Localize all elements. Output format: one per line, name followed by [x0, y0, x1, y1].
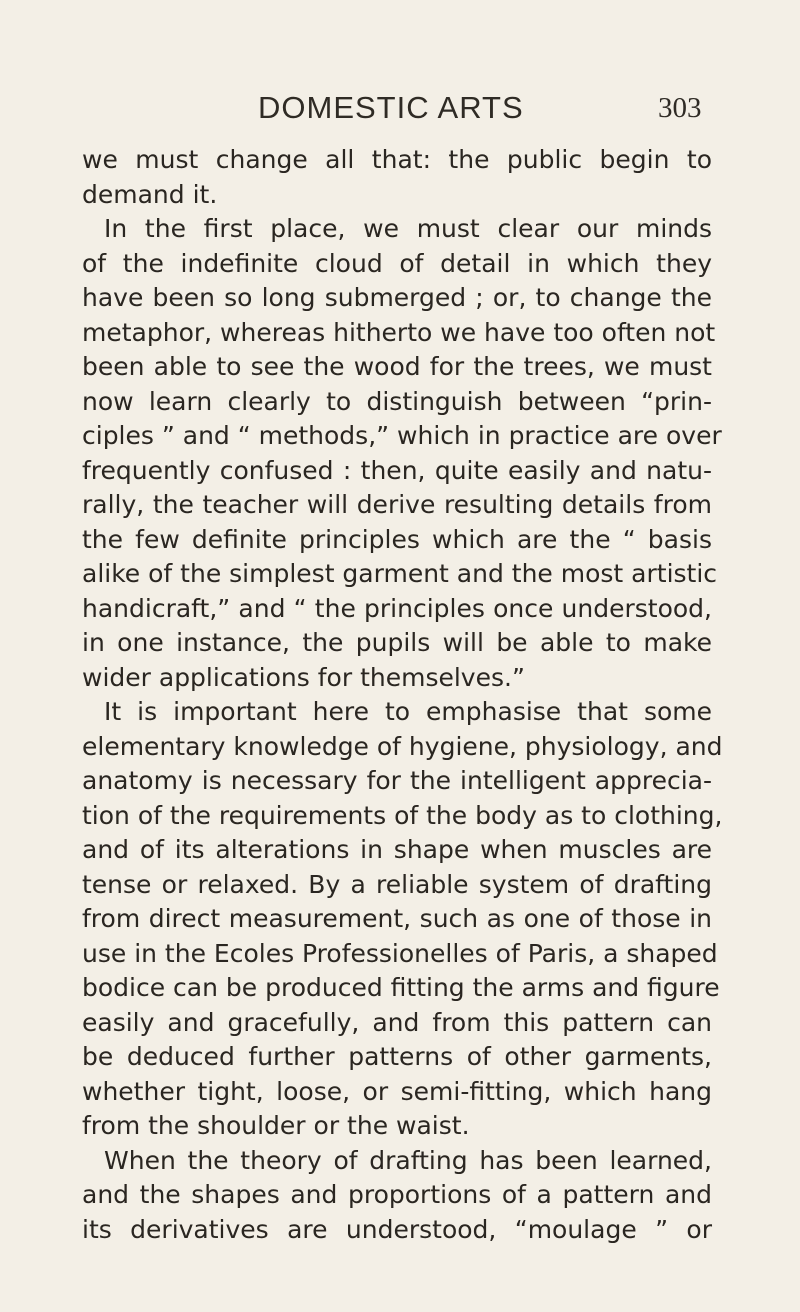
text-line: the few definite principles which are the “ basis	[82, 524, 712, 554]
text-line: ciples ” and “ methods,” which in practice are over	[82, 421, 722, 450]
running-title: DOMESTIC ARTS	[258, 90, 524, 125]
text-line: wider applications for themselves.”	[82, 662, 525, 692]
paragraph	[82, 143, 712, 212]
text-line: In the first place, we must clear our minds	[104, 214, 712, 243]
paragraph	[82, 695, 723, 1144]
page-number: 303	[658, 92, 702, 124]
text-line: and the shapes and proportions of a pattern and	[82, 1180, 712, 1209]
text-line: from the shoulder or the waist.	[82, 1111, 470, 1140]
text-line: rally, the teacher will derive resulting details from	[82, 490, 712, 519]
text-line: in one instance, the pupils will be able to make	[82, 628, 712, 657]
text-line: anatomy is necessary for the intelligent apprecia-	[82, 766, 712, 795]
text-line: its derivatives are understood, “moulage ” or	[82, 1214, 712, 1244]
text-line: whether tight, loose, or semi-fitting, which hang	[82, 1076, 712, 1106]
text-line: been able to see the wood for the trees, we must	[82, 352, 712, 381]
paragraph	[82, 212, 722, 695]
text-line: from direct measurement, such as one of those in	[82, 904, 712, 933]
text-line: now learn clearly to distinguish between “prin-	[82, 386, 712, 416]
text-line: tion of the requirements of the body as to clothing,	[82, 800, 723, 830]
text-line: alike of the simplest garment and the most artistic	[82, 559, 718, 588]
text-line: elementary knowledge of hygiene, physiology, and	[82, 731, 723, 761]
text-line: use in the Ecoles Professionelles of Paris, a shaped	[82, 938, 718, 968]
text-line: of the indefinite cloud of detail in which they	[82, 248, 712, 278]
text-line: demand it.	[82, 179, 218, 209]
text-line: When the theory of drafting has been learned,	[104, 1145, 712, 1175]
text-line: tense or relaxed. By a reliable system of drafting	[82, 869, 712, 899]
text-line: we must change all that: the public begin to	[82, 145, 712, 174]
text-line: metaphor, whereas hitherto we have too often not	[82, 317, 716, 347]
paragraph	[82, 1144, 712, 1248]
text-line: frequently confused : then, quite easily and natu-	[82, 455, 712, 485]
text-line: have been so long submerged ; or, to change the	[82, 283, 712, 312]
text-line: handicraft,” and “ the principles once understood,	[82, 593, 712, 623]
text-line: It is important here to emphasise that some	[104, 697, 712, 726]
text-line: bodice can be produced fitting the arms and figure	[82, 973, 720, 1002]
text-line: be deduced further patterns of other garments,	[82, 1042, 712, 1071]
body-text	[82, 143, 723, 1247]
text-line: and of its alterations in shape when muscles are	[82, 835, 712, 864]
text-line: easily and gracefully, and from this pattern can	[82, 1007, 712, 1037]
running-head	[0, 90, 800, 130]
